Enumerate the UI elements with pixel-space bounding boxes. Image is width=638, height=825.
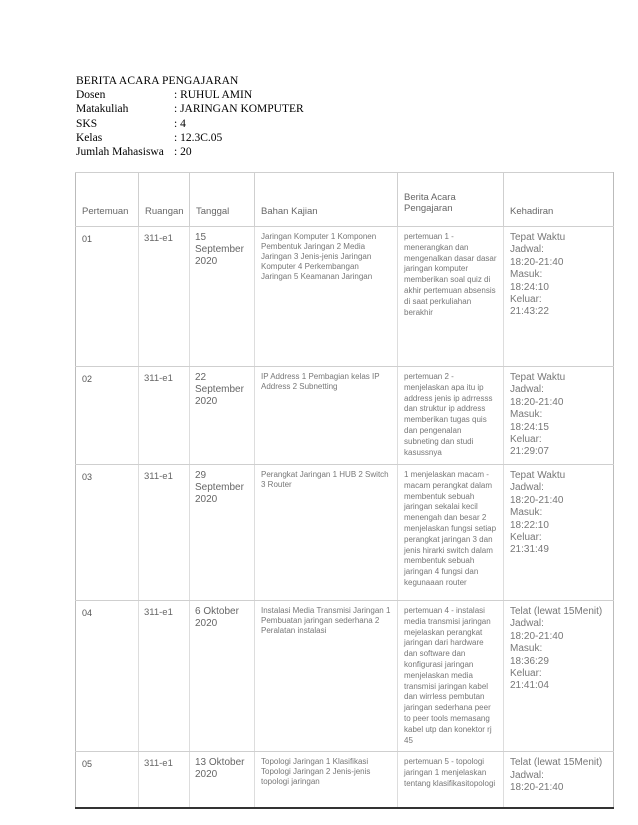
header-field-label: Dosen: [76, 89, 106, 102]
document-header: [76, 74, 304, 159]
kehadiran-line: 21:43:22: [510, 306, 549, 318]
cell-berita-acara: pertemuan 4 - instalasi media transmisi jaringan mejelaskan perangkat jaringan dari hardware dan software dan konfigurasi jaringan menjelaskan media transmisi jaringan kabel dan wirrless pembutan jaringan sederhana peer to peer tools memasang kabel utp dan konektor rj 45: [398, 601, 504, 752]
table-row: [76, 601, 614, 752]
header-field-value: : 12.3C.05: [174, 131, 223, 144]
cell-ruangan: 311-e1: [139, 752, 190, 808]
cell-bahan-kajian: Jaringan Komputer 1 Komponen Pembentuk Jaringan 2 Media Jaringan 3 Jenis-jenis Jaringan Komputer 4 Perkembangan Jaringan 5 Keamanan Jaringan: [255, 227, 398, 367]
kehadiran-line: 18:20-21:40: [510, 256, 564, 268]
header-field-value: : 4: [174, 117, 186, 130]
kehadiran-status: Tepat Waktu: [510, 470, 566, 481]
cell-bahan-kajian: Instalasi Media Transmisi Jaringan 1 Pembuatan jaringan sederhana 2 Peralatan instalasi: [255, 601, 398, 752]
cell-kehadiran: [504, 367, 614, 465]
kehadiran-line: Masuk:: [510, 409, 543, 421]
header-field-value: : JARINGAN KOMPUTER: [174, 103, 304, 116]
cell-kehadiran: [504, 752, 614, 808]
column-header-kehadiran: Kehadiran: [504, 173, 614, 227]
cell-tanggal: 15 September 2020: [190, 227, 255, 367]
table-row: [76, 227, 614, 367]
attendance-table: [75, 172, 614, 809]
kehadiran-status: Tepat Waktu: [510, 232, 566, 243]
kehadiran-line: 18:36:29: [510, 655, 549, 667]
cell-berita-acara: pertemuan 1 - menerangkan dan mengenalkan dasar dasar jaringan komputer memberikan soal quiz di akhir pertemuan absensis di saat perkuliahan berakhir: [398, 227, 504, 367]
column-header-bahan-kajian: Bahan Kajian: [255, 173, 398, 227]
cell-kehadiran: [504, 601, 614, 752]
cell-ruangan: 311-e1: [139, 601, 190, 752]
kehadiran-line: Keluar:: [510, 532, 542, 544]
kehadiran-line: Jadwal:: [510, 482, 544, 494]
cell-bahan-kajian: Perangkat Jaringan 1 HUB 2 Switch 3 Router: [255, 465, 398, 601]
kehadiran-line: Jadwal:: [510, 244, 544, 256]
header-field-label: Jumlah Mahasiswa: [76, 146, 164, 159]
kehadiran-line: Keluar:: [510, 294, 542, 306]
header-field-dosen: [76, 88, 304, 102]
header-field-matakuliah: [76, 102, 304, 116]
cell-tanggal: 29 September 2020: [190, 465, 255, 601]
header-field-value: : 20: [174, 146, 192, 159]
kehadiran-line: 18:22:10: [510, 519, 549, 531]
kehadiran-line: 18:20-21:40: [510, 782, 564, 794]
column-header-berita-acara: Berita Acara Pengajaran: [398, 173, 504, 227]
kehadiran-line: 18:24:10: [510, 281, 549, 293]
header-field-label: SKS: [76, 117, 98, 130]
column-header-tanggal: Tanggal: [190, 173, 255, 227]
column-header-ruangan: Ruangan: [139, 173, 190, 227]
column-header-pertemuan: Pertemuan: [76, 173, 139, 227]
kehadiran-status: Telat (lewat 15Menit): [510, 757, 603, 769]
header-field-kelas: [76, 131, 304, 145]
cell-berita-acara: pertemuan 2 - menjelaskan apa itu ip address jenis ip adrresss dan struktur ip address memberikan tugas quis dan pengenalan subneting dan studi kasussnya: [398, 367, 504, 465]
cell-pertemuan: 05: [76, 752, 139, 808]
cell-ruangan: 311-e1: [139, 367, 190, 465]
cell-pertemuan: 04: [76, 601, 139, 752]
cell-bahan-kajian: Topologi Jaringan 1 Klasifikasi Topologi Jaringan 2 Jenis-jenis topologi jaringan: [255, 752, 398, 808]
cell-kehadiran: [504, 465, 614, 601]
kehadiran-line: Masuk:: [510, 643, 543, 655]
table-row: [76, 367, 614, 465]
cell-pertemuan: 01: [76, 227, 139, 367]
cell-pertemuan: 03: [76, 465, 139, 601]
header-field-label: Kelas: [76, 131, 103, 144]
kehadiran-line: Keluar:: [510, 668, 542, 680]
cell-tanggal: 6 Oktober 2020: [190, 601, 255, 752]
kehadiran-line: 18:20-21:40: [510, 396, 564, 408]
table-row: [76, 752, 614, 808]
table-header-row: [76, 173, 614, 227]
kehadiran-line: 21:31:49: [510, 544, 549, 556]
kehadiran-line: Jadwal:: [510, 384, 544, 396]
kehadiran-line: 18:20-21:40: [510, 630, 564, 642]
document-title: BERITA ACARA PENGAJARAN: [76, 75, 239, 87]
cell-ruangan: 311-e1: [139, 465, 190, 601]
header-field-label: Matakuliah: [76, 103, 129, 116]
cell-pertemuan: 02: [76, 367, 139, 465]
kehadiran-line: Masuk:: [510, 507, 543, 519]
kehadiran-line: 18:20-21:40: [510, 494, 564, 506]
cell-tanggal: 13 Oktober 2020: [190, 752, 255, 808]
header-field-value: : RUHUL AMIN: [174, 89, 253, 102]
cell-berita-acara: pertemuan 5 - topologi jaringan 1 menjelaskan tentang klasifikasitopologi: [398, 752, 504, 808]
header-field-sks: [76, 117, 304, 131]
cell-kehadiran: [504, 227, 614, 367]
kehadiran-line: 21:41:04: [510, 680, 549, 692]
cell-ruangan: 311-e1: [139, 227, 190, 367]
table-row: [76, 465, 614, 601]
header-field-jumlah-mahasiswa: [76, 145, 304, 159]
kehadiran-status: Tepat Waktu: [510, 372, 566, 383]
kehadiran-line: Keluar:: [510, 434, 542, 446]
cell-tanggal: 22 September 2020: [190, 367, 255, 465]
kehadiran-line: Jadwal:: [510, 618, 544, 630]
kehadiran-status: Telat (lewat 15Menit): [510, 606, 603, 617]
kehadiran-line: 18:24:15: [510, 421, 549, 433]
kehadiran-line: 21:29:07: [510, 446, 549, 458]
cell-berita-acara: 1 menjelaskan macam - macam perangkat dalam membentuk sebuah jaringan sekalai kecil menengah dan besar 2 menjelaskan fungsi setiap perangkat jaringan 3 dan jenis hirarki switch dalam membentuk sebuah jaringan 4 fungsi dan kegunaaan router: [398, 465, 504, 601]
kehadiran-line: Masuk:: [510, 269, 543, 281]
kehadiran-line: Jadwal:: [510, 769, 544, 781]
cell-bahan-kajian: IP Address 1 Pembagian kelas IP Address 2 Subnetting: [255, 367, 398, 465]
